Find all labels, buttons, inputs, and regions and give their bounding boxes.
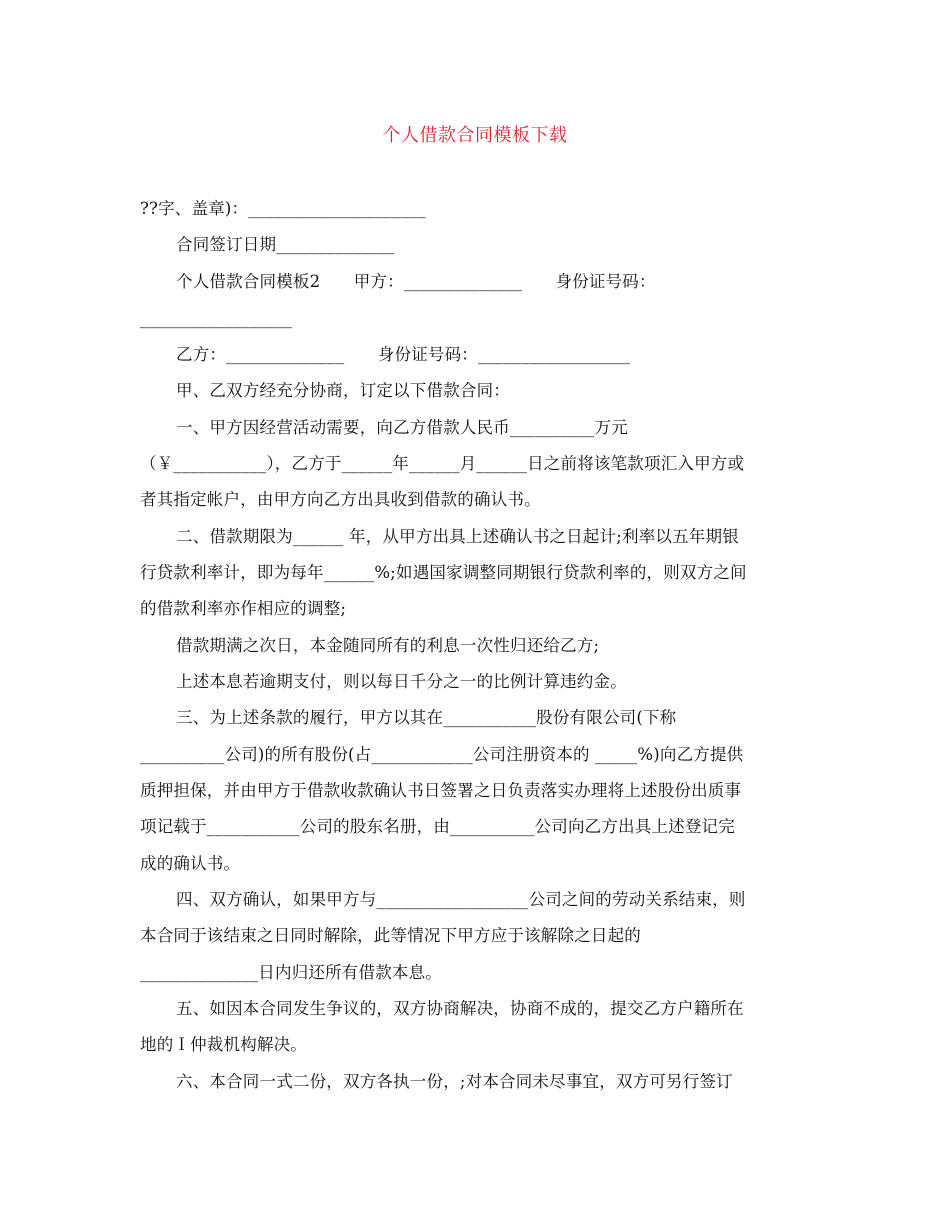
clause-1-line-2: （￥___________），乙方于______年______月______日之前将该笔款项汇入甲方或 <box>140 454 745 473</box>
clause-6-line-1: 六、本合同一式二份，双方各执一份，;对本合同未尽事宜，双方可另行签订 <box>176 1072 733 1091</box>
party-a-id-blank: __________________ <box>140 309 293 328</box>
clause-3-line-4: 项记载于___________公司的股东名册，由__________公司向乙方出具上述登记完 <box>140 817 735 836</box>
clause-3-line-2: __________公司)的所有股份(占____________公司注册资本的 _____%)向乙方提供 <box>140 745 744 764</box>
clause-3-line-5: 成的确认书。 <box>140 854 241 873</box>
clause-2-line-2: 行贷款利率计，即为每年______%;如遇国家调整同期银行贷款利率的，则双方之间 <box>140 563 747 582</box>
clause-4-line-3: ______________日内归还所有借款本息。 <box>140 963 442 982</box>
clause-4-line-2: 本合同于该结束之日同时解除，此等情况下甲方应于该解除之日起的 <box>140 926 641 945</box>
clause-3-line-3: 质押担保，并由甲方于借款收款确认书日签署之日负责落实办理将上述股份出质事 <box>140 781 742 800</box>
clause-2-line-5: 上述本息若逾期支付，则以每日千分之一的比例计算违约金。 <box>176 672 627 691</box>
document-title: 个人借款合同模板下载 <box>382 125 568 146</box>
clause-5-line-2: 地的Ｉ仲裁机构解决。 <box>140 1035 307 1054</box>
agreement-intro: 甲、乙双方经充分协商，订定以下借款合同： <box>176 381 510 400</box>
clause-3-line-1: 三、为上述条款的履行，甲方以其在___________股份有限公司(下称 <box>176 708 677 727</box>
clause-5-line-1: 五、如因本合同发生争议的，双方协商解决，协商不成的，提交乙方户籍所在 <box>176 999 744 1018</box>
signature-line: ??字、盖章)：_____________________ <box>140 199 426 218</box>
clause-2-line-3: 的借款利率亦作相应的调整; <box>140 599 347 618</box>
clause-2-line-4: 借款期满之次日，本金随同所有的利息一次性归还给乙方; <box>176 636 600 655</box>
signing-date-line: 合同签订日期______________ <box>176 235 395 254</box>
party-b-line: 乙方：______________ 身份证号码：__________________ <box>176 345 631 364</box>
clause-2-line-1: 二、借款期限为______ 年，从甲方出具上述确认书之日起计;利率以五年期银 <box>176 527 739 546</box>
clause-4-line-1: 四、双方确认，如果甲方与__________________公司之间的劳动关系结束，则 <box>176 890 746 909</box>
party-a-line: 个人借款合同模板2 甲方：______________ 身份证号码： <box>176 272 656 291</box>
clause-1-line-3: 者其指定帐户，由甲方向乙方出具收到借款的确认书。 <box>140 490 541 509</box>
clause-1-line-1: 一、甲方因经营活动需要，向乙方借款人民币__________万元 <box>176 418 628 437</box>
